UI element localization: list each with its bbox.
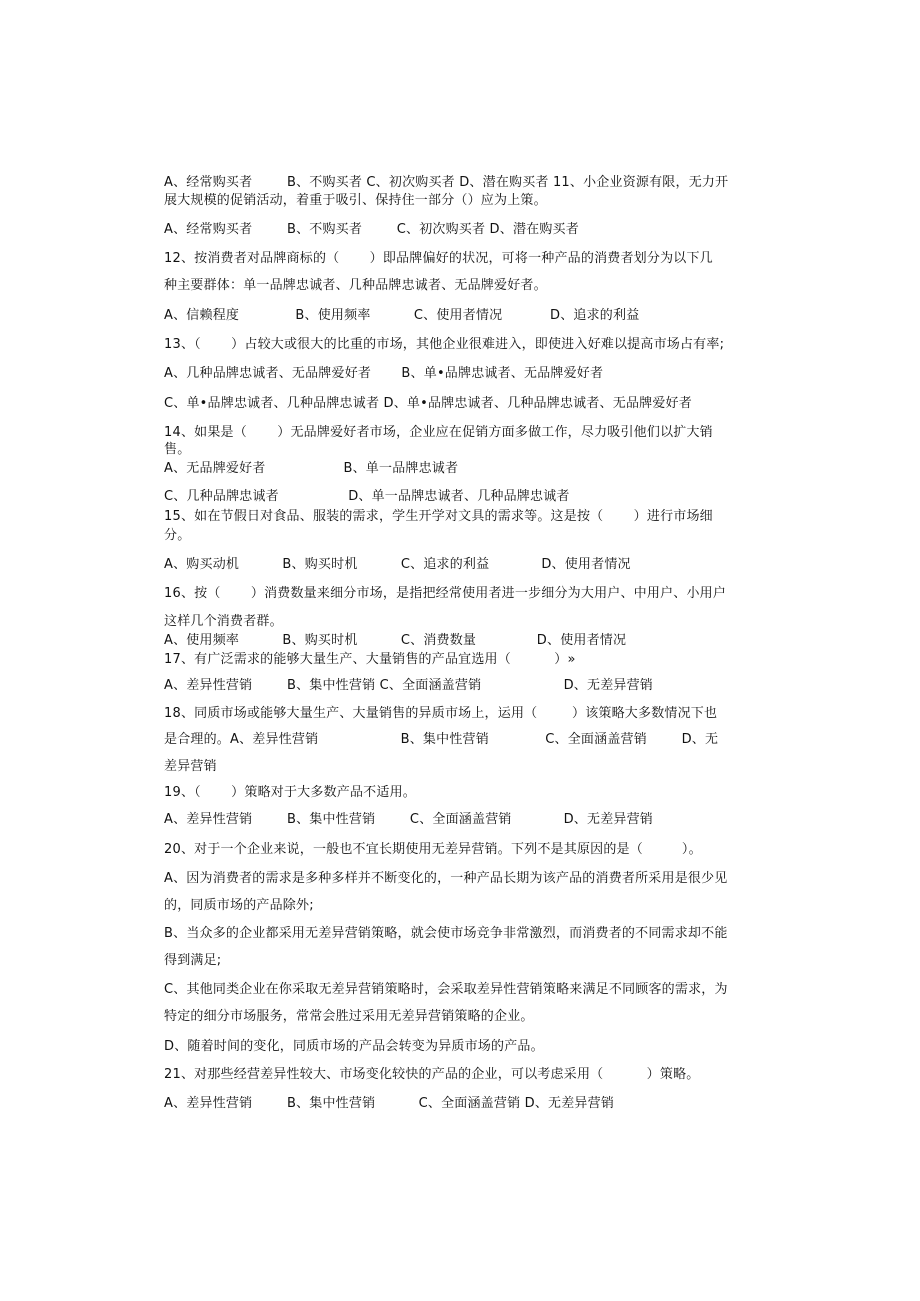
text-line: A、差异性营销 B、集中性营销 C、全面涵盖营销 D、无差异营销 <box>164 678 654 693</box>
text-line: A、信赖程度 B、使用频率 C、使用者情况 D、追求的利益 <box>164 308 640 323</box>
text-line: 17、有广泛需求的能够大量生产、大量销售的产品宜选用（ ）» <box>164 652 576 667</box>
text-line: 展大规模的促销活动，着重于吸引、保持住一部分（）应为上策。 <box>164 193 547 208</box>
text-line: 21、对那些经营差异性较大、市场变化较快的产品的企业，可以考虑采用（ ）策略。 <box>164 1067 700 1082</box>
text-line: A、几种品牌忠诚者、无品牌爱好者 B、单•品牌忠诚者、无品牌爱好者 <box>164 366 604 381</box>
text-line: 的，同质市场的产品除外; <box>164 898 314 913</box>
text-line: 16、按（ ）消费数量来细分市场，是指把经常使用者进一步细分为大用户、中用户、小用户 <box>164 586 727 601</box>
text-line: A、使用频率 B、购买时机 C、消费数量 D、使用者情况 <box>164 633 627 648</box>
text-line: A、经常购买者 B、不购买者 C、初次购买者 D、潜在购买者 11、小企业资源有限，无力开 <box>164 175 729 190</box>
text-line: 差异营销 <box>164 759 217 774</box>
text-line: 20、对于一个企业来说，一般也不宜长期使用无差异营销。下列不是其原因的是（ ）。 <box>164 842 702 857</box>
text-line: 特定的细分市场服务，常常会胜过采用无差异营销策略的企业。 <box>164 1009 534 1024</box>
text-line: C、单•品牌忠诚者、几种品牌忠诚者 D、单•品牌忠诚者、几种品牌忠诚者、无品牌爱好者 <box>164 396 692 411</box>
text-line: A、差异性营销 B、集中性营销 C、全面涵盖营销 D、无差异营销 <box>164 1096 615 1111</box>
text-line: 得到满足; <box>164 953 222 968</box>
text-line: 售。 <box>164 442 191 457</box>
text-line: A、差异性营销 B、集中性营销 C、全面涵盖营销 D、无差异营销 <box>164 812 654 827</box>
text-line: 12、按消费者对品牌商标的（ ）即品牌偏好的状况，可将一种产品的消费者划分为以下几 <box>164 251 713 266</box>
text-line: 种主要群体：单一品牌忠诚者、几种品牌忠诚者、无品牌爱好者。 <box>164 278 547 293</box>
text-line: 18、同质市场或能够大量生产、大量销售的异质市场上，运用（ ）该策略大多数情况下也 <box>164 706 718 721</box>
text-line: A、购买动机 B、购买时机 C、追求的利益 D、使用者情况 <box>164 557 631 572</box>
text-line: C、其他同类企业在你采取无差异营销策略时，会采取差异性营销策略来满足不同顾客的需求，为 <box>164 982 728 997</box>
text-line: A、因为消费者的需求是多种多样并不断变化的，一种产品长期为该产品的消费者所采用是很少见 <box>164 871 728 886</box>
text-line: 分。 <box>164 528 191 543</box>
text-line: 13、（ ）占较大或很大的比重的市场，其他企业很难进入，即使进入好难以提高市场占有率; <box>164 337 725 352</box>
text-line: 15、如在节假日对食品、服装的需求，学生开学对文具的需求等。这是按（ ）进行市场细 <box>164 509 713 524</box>
text-line: C、几种品牌忠诚者 D、单一品牌忠诚者、几种品牌忠诚者 <box>164 489 570 504</box>
text-line: B、当众多的企业都采用无差异营销策略，就会使市场竞争非常激烈，而消费者的不同需求却不能 <box>164 926 728 941</box>
text-line: D、随着时间的变化，同质市场的产品会转变为异质市场的产品。 <box>164 1039 544 1054</box>
text-line: A、经常购买者 B、不购买者 C、初次购买者 D、潜在购买者 <box>164 222 579 237</box>
text-line: A、无品牌爱好者 B、单一品牌忠诚者 <box>164 461 459 476</box>
text-line: 是合理的。A、差异性营销 B、集中性营销 C、全面涵盖营销 D、无 <box>164 732 719 747</box>
text-line: 19、（ ）策略对于大多数产品不适用。 <box>164 785 416 800</box>
text-line: 这样几个消费者群。 <box>164 614 283 629</box>
text-line: 14、如果是（ ）无品牌爱好者市场，企业应在促销方面多做工作，尽力吸引他们以扩大销 <box>164 425 713 440</box>
